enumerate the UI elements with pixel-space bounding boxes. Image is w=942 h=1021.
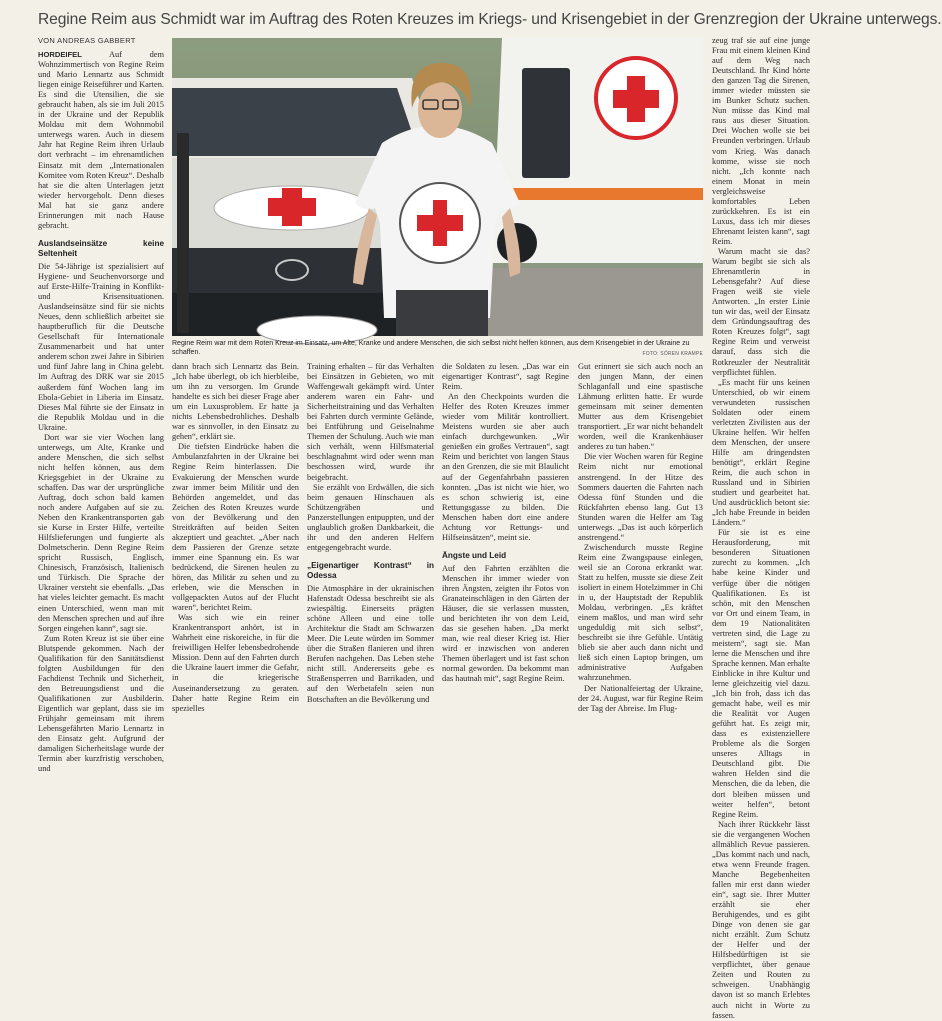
paragraph: Nach ihrer Rückkehr lässt sie die vergangenen Wochen allmählich Revue passieren. „Das kommt nach und nach, etwa wenn Freunde fragen. Manche Begebenheiten fallen mir erst dann wieder ein“, sagt sie. Ihrer Mutter erzählt sie eher Beruhigendes, und es gibt Dinge von denen sie gar nicht erzählt. Zum Schutz der Helfer und der Hilfsbedürftigen ist sie verpflichtet, über genaue Zeiten und Routen zu schweigen. Unabhängig davon ist so manch Erlebtes auch nicht in Worte zu fassen. — [712, 819, 810, 1020]
headline: Regine Reim aus Schmidt war im Auftrag des Roten Kreuzes im Kriegs- und Krisengebiet in der Grenzregion der Ukraine unterwegs. — [38, 11, 942, 28]
article-column-2 — [172, 362, 299, 713]
paragraph: Die vier Wochen waren für Regine Reim nicht nur emotional anstrengend. In der Hitze des Sommers dauerten die Fahrten nach Odessa fünf Stunden und die Rückfahrten ebenso lang. Gut 13 Stunden waren die Helfer am Tag unterwegs. „Das ist auch körperlich anstrengend.“ — [578, 452, 703, 542]
subheading: „Eigenartiger Kontrast“ in Odessa — [307, 560, 434, 580]
paragraph: Zwischendurch musste Regine Reim eine Zwangspause einlegen, weil sie an Corona erkrankt war. Statt zu helfen, musste sie diese Zeit isoliert in einem Hotelzimmer in Chi in u, der Hauptstadt der Republik Moldau, verbringen. „Es kräftet einem maßlos, und man wird sehr ungeduldig mit sich selbst“, beschreibt sie ihre Gefühle. Untätig blieb sie aber auch dann nicht und ließ sich einen Laptop bringen, um administrative Aufgaben wahrzunehmen. — [578, 542, 703, 683]
paragraph: Der Nationalfeiertag der Ukraine, der 24. August, war für Regine Reim der Tag der Abreise. Im Flug- — [578, 683, 703, 713]
byline: VON ANDREAS GABBERT — [38, 36, 136, 45]
paragraph: Die Atmosphäre in der ukrainischen Hafenstadt Odessa beschreibt sie als zwiespältig. Einerseits prägten schöne Alleen und eine tolle Architektur die Stadt am Schwarzen Meer. Die Leute würden im Sommer über die Straßen flanieren und ihren Berufen nachgehen. Das Leben stehe nicht still. Andererseits gebe es Straßensperren und Barrikaden, und auf den Werbetafeln seien nun Botschaften an die Bevölkerung und — [307, 583, 434, 704]
paragraph: zeug traf sie auf eine junge Frau mit einem kleinen Kind auf dem Weg nach Deutschland. Ihr Kind hörte den ganzen Tag die Sirenen, immer wieder müssten sie im Bunker Schutz suchen. Nun müsse das Kind mal raus aus dieser Situation. Drei Wochen wolle sie bei Freunden verbringen. Urlaub vom Krieg. Was danach komme, wisse sie noch nicht. „Ich konnte nach einem Monat in mein vergleichsweise komfortables Leben zurückkehren. Es ist ein Luxus, dass ich mir dieses Ehrenamt leisten kann“, sagt Reim. — [712, 36, 810, 246]
paragraph: Sie erzählt von Erdwällen, die sich beim genauen Hinschauen als Schützengräben und Panzerstellungen entpuppten, und der unglaublich großen Dankbarkeit, die ihr und den anderen Helfern entgegengebracht wurde. — [307, 482, 434, 552]
paragraph: Training erhalten – für das Verhalten bei Einsätzen in Gebieten, wo mit Waffengewalt gekämpft wird. Unter anderem waren ein Fahr- und Sicherheitstraining und das Verhalten bei Fahrten durch verminte Gelände, bei Entführung und Geiselnahme Themen der Schulung. Auch wie man sich verhält, wenn Hilfsmaterial beschlagnahmt wird oder wenn man beschossen wird, wurde ihr beigebracht. — [307, 362, 434, 482]
dateline: HORDEIFEL — [38, 50, 82, 59]
ambulance — [490, 38, 703, 263]
paragraph: Dort war sie vier Wochen lang unterwegs, um Alte, Kranke und andere Menschen, die sich selbst nicht helfen können, aus dem Kriegsgebiet in der Ukraine zu schaffen. Das war der ursprüngliche Auftrag, doch schon bald kamen noch andere Aufgaben auf sie zu. Neben den Krankentransporten gab sie Kurse in Erster Hilfe, verteilte Hilfslieferungen und fungierte als Dolmetscherin. Denn Regine Reim spricht Russisch, Englisch, Chinesisch, Französisch, Italienisch und Türkisch. Die Sprache der Ukrainer versteht sie ebenfalls. „Das hat vieles leichter gemacht. Es macht einen Unterschied, wenn man mit den Menschen sprechen und auf ihre Sorgen eingehen kann“, sagt sie. — [38, 432, 164, 633]
subheading: Ängste und Leid — [442, 550, 507, 560]
paragraph: Was sich wie ein reiner Krankentransport anhört, ist in Wahrheit eine riskoreiche, in für die freiwilligen Helfer lebensbedrohende Mission. Denn auf den Fahrten durch die Ukraine lauert immer die Gefahr, in die kriegerische Auseinandersetzung zu geraten. Daher hatte Regine Reim ein spezielles — [172, 613, 299, 713]
paragraph: Gut erinnert sie sich auch noch an den jungen Mann, der einen Schlaganfall und eine spastische Lähmung erlitten hatte. Er wurde gemeinsam mit seiner dementen Mutter aus dem Krisengebiet transportiert. „Er war nicht behandelt worden, weil die Krankenhäuser anderes zu tun haben.“ — [578, 362, 703, 452]
paragraph: „Es macht für uns keinen Unterschied, ob wir einem verwundeten russischen Soldaten oder einem verletzten Zivilisten aus der Ukraine helfen. Wir helfen dem Menschen, der unsere Hilfe am dringendsten benötigt“, erklärt Regine Reim, die auch schon in Russland und in Sibirien studiert und gearbeitet hat. Und ausdrücklich betont sie: „Ich habe Freunde in beiden Ländern.“ — [712, 377, 810, 528]
paragraph: Die tiefsten Eindrücke haben die Ambulanzfahrten in der Ukraine bei Regine Reim hinterlassen. Die Evakuierung der Menschen wurde zwar immer beim Militär und den Behörden angemeldet, und das Zeichen des Roten Kreuzes wurde von der Bevölkerung und den Streitkräften auf beiden Seiten akzeptiert und geachtet. „Aber nach dem Passieren der Grenze setzte immer eine Spannung ein. Es war bedrückend, die Sirenen heulen zu hören, das Militär zu sehen und zu erleben, wie die Menschen in vollgepackten Autos auf der Flucht waren“, berichtet Reim. — [172, 442, 299, 613]
caption-text: Regine Reim war mit dem Roten Kreuz im Einsatz, um Alte, Kranke und andere Menschen, die sich selbst nicht helfen können, aus dem Krisengebiet in der Ukraine zu schaffen. — [172, 340, 690, 356]
photo-credit: FOTO: SÖREN KRAMPE — [642, 350, 703, 357]
paragraph: dann brach sich Lennartz das Bein. „Ich habe überlegt, ob ich hierbleibe, um ihn zu versorgen. Im Grunde handelte es sich bei dieser Frage aber um ein Luxusproblem. Er hatte ja nichts Lebensbedrohliches. Deshalb war es sinnvoller, in den Einsatz zu gehen“, erklärt sie. — [172, 362, 299, 442]
paragraph: An den Checkpoints wurden die Helfer des Roten Kreuzes immer wieder vom Militär kontrolliert. Meistens wurden sie aber auch einfach durchgewunken. „Wir genießen ein großes Vertrauen“, sagt Reim und berichtet von langen Staus an den Grenzen, die sie mit Blaulicht auf der Gegenfahrbahn passieren konnten. „Das ist nicht wie hier, wo es schon schwierig ist, eine Rettungsgasse zu bilden. Die Menschen haben dort eine andere Achtung vor Rettungs- und Hilfseinsätzen“, meint sie. — [442, 392, 569, 542]
article-photo — [172, 38, 703, 336]
article-column-1 — [38, 50, 164, 774]
paragraph: Auf den Fahrten erzählten die Menschen ihr immer wieder von ihren Ängsten, zeigten ihr Fotos von Granateinschlägen in den Gärten der Häuser, die sie verlassen mussten, und berichteten ihr von dem Leid, das sie gesehen haben. „Da merkt man, wie real dieser Krieg ist. Hier wird er inzwischen von anderen Themen überlagert und ist fast schon normal geworden. Da bekommt man das hautnah mit“, sagt Regine Reim. — [442, 563, 569, 684]
paragraph: Warum macht sie das? Warum begibt sie sich als Ehrenamtlerin in Lebensgefahr? Auf diese Fragen weiß sie viele Antworten. „In erster Linie tun wir das, weil der Einsatz dem Gründungsauftrag des Roten Kreuzes folgt“, sagt Regine Reim und verweist darauf, dass sich die Rotkreuzler der Neutralität verpflichtet fühlen. — [712, 246, 810, 377]
article-column-4 — [442, 362, 569, 683]
photo-caption — [172, 340, 703, 357]
paragraph: Auf dem Wohnzimmertisch von Regine Reim und Mario Lennartz aus Schmidt liegen einige Reiseführer und Karten. Es sind die Utensilien, die sie gebraucht haben, als sie im Juli 2015 in der Ukraine und der Republik Moldau mit dem Wohnmobil unterwegs waren. Auch in diesem Jahr hat Regine Reim ihren Urlaub dort verbracht – im ehrenamtlichen Einsatz mit dem „Internationalen Komitee vom Roten Kreuz“. Deshalb hat sie die alten Unterlagen jetzt wieder hervorgeholt. Denn dieses Mal hat sie ganz andere Erinnerungen mit nach Hause gebracht. — [38, 50, 164, 230]
article-column-5 — [578, 362, 703, 713]
subheading: Auslandseinsätze keine Seltenheit — [38, 238, 164, 258]
article-column-6 — [712, 36, 810, 1020]
photo-scene — [172, 38, 703, 336]
paragraph: Die 54-Jährige ist spezialisiert auf Hygiene- und Seuchenvorsorge und auf Erste-Hilfe-Training in Konflikt- und Krisensituationen. Auslandseinsätze sind für sie nichts Neues, denn schließlich arbeitet sie hauptberuflich für die Deutsche Gesellschaft für Internationale Zusammenarbeit und hat unter anderem schon zwei Jahre in Sibirien und fünf Jahre lang in China gelebt. Im Auftrag des DRK war sie 2015 außerdem fünf Wochen lang im Ebola-Gebiet in Liberia im Einsatz. Dieses Mal führte sie der Einsatz in die Republik Moldau und in die Ukraine. — [38, 261, 164, 432]
article-column-3 — [307, 362, 434, 704]
paragraph: Für sie ist es eine Herausforderung, mit besonderen Situationen zurecht zu kommen. „Ich habe keine Kinder und verfüge über die nötigen Qualifikationen. Es ist schön, mit den Menschen vor Ort und einem Team, in dem 19 Nationalitäten vertreten sind, die Lage zu meistern“, sagt sie. Man lerne die Menschen und ihre Sprache kennen. Man erhalte Einblicke in ihre Kultur und lerne gleichzeitig viel dazu. „Ich bin froh, dass ich das gemacht habe, weil es mir die Realität vor Augen geführt hat. Es zeigt mir, dass es existenziellere Probleme als die Sorgen unseres Alltags in Deutschland gibt. Die wahren Helden sind die Menschen, die da leben, die dort bleiben müssen und weiter helfen“, betont Regine Reim. — [712, 528, 810, 819]
paragraph: Zum Roten Kreuz ist sie über eine Blutspende gekommen. Nach der Qualifikation für den Sanitätsdienst folgten Ausbildungen für den Fachdienst Technik und Sicherheit, den Betreuungsdienst und die Qualifikationen zur Ausbilderin. Eigentlich war geplant, dass sie im Frühjahr gemeinsam mit ihrem Lebensgefährten Mario Lennartz in den Einsatz geht. Aufgrund der damaligen Sicherheitslage wurde der Termin aber kurzfristig verschoben, und — [38, 633, 164, 774]
paragraph: die Soldaten zu lesen. „Das war ein eigenartiger Kontrast“, sagt Regine Reim. — [442, 362, 569, 392]
